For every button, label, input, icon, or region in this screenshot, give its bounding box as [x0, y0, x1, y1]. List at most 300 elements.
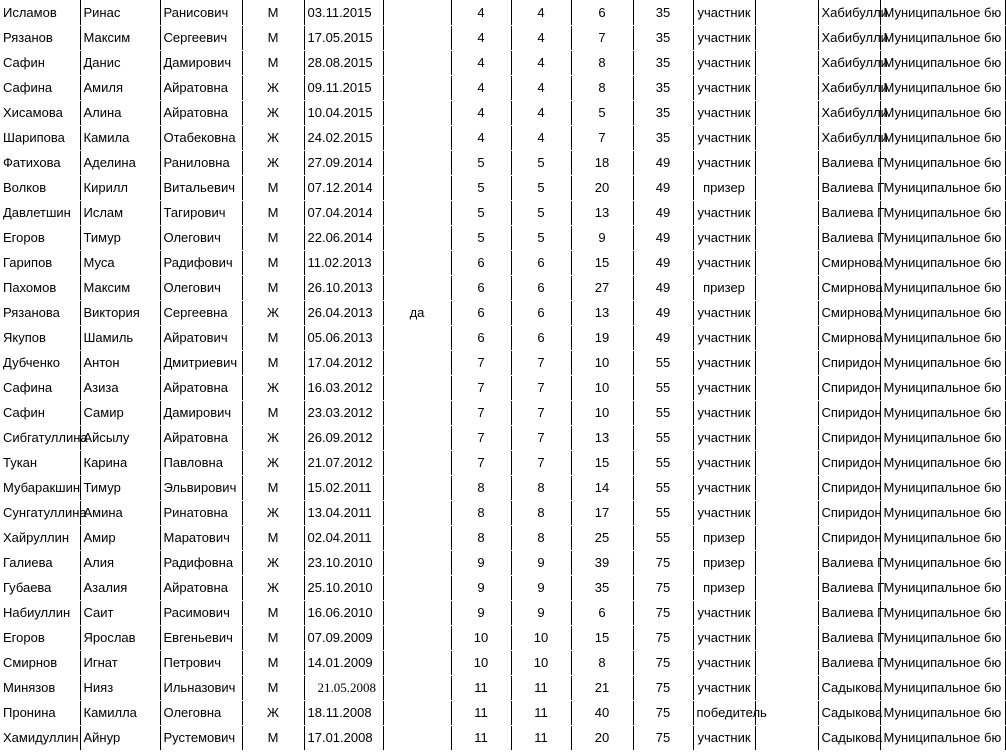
cell-birth-date[interactable]: 16.06.2010 [304, 601, 383, 626]
cell-last-name[interactable]: Дубченко [0, 351, 80, 376]
cell-empty[interactable] [755, 476, 818, 501]
cell-flag[interactable] [383, 51, 451, 76]
cell-birth-date[interactable]: 05.06.2013 [304, 326, 383, 351]
cell-class[interactable]: 5 [511, 201, 571, 226]
cell-last-name[interactable]: Якупов [0, 326, 80, 351]
cell-status[interactable]: участник [693, 201, 755, 226]
cell-school[interactable]: Муниципальное бю [880, 626, 1005, 651]
cell-status[interactable]: участник [693, 651, 755, 676]
cell-teacher[interactable]: Спиридон [818, 526, 880, 551]
cell-teacher[interactable]: Спиридон [818, 451, 880, 476]
cell-score[interactable]: 19 [571, 326, 633, 351]
cell-grade[interactable]: 6 [451, 251, 511, 276]
cell-empty[interactable] [755, 26, 818, 51]
cell-teacher[interactable]: Валиева Г [818, 601, 880, 626]
cell-school[interactable]: Муниципальное бю [880, 526, 1005, 551]
cell-middle-name[interactable]: Эльвирович [160, 476, 242, 501]
cell-last-name[interactable]: Пахомов [0, 276, 80, 301]
cell-max-score[interactable]: 75 [633, 701, 693, 726]
cell-first-name[interactable]: Самир [80, 401, 160, 426]
cell-first-name[interactable]: Нияз [80, 676, 160, 701]
cell-status[interactable]: участник [693, 476, 755, 501]
cell-score[interactable]: 15 [571, 626, 633, 651]
cell-status[interactable]: участник [693, 326, 755, 351]
cell-school[interactable]: Муниципальное бю [880, 426, 1005, 451]
cell-grade[interactable]: 8 [451, 501, 511, 526]
cell-grade[interactable]: 7 [451, 426, 511, 451]
cell-birth-date[interactable]: 24.02.2015 [304, 126, 383, 151]
cell-last-name[interactable]: Пронина [0, 701, 80, 726]
cell-class[interactable]: 9 [511, 601, 571, 626]
cell-middle-name[interactable]: Маратович [160, 526, 242, 551]
cell-last-name[interactable]: Сафина [0, 76, 80, 101]
cell-score[interactable]: 20 [571, 726, 633, 751]
cell-middle-name[interactable]: Айратовна [160, 101, 242, 126]
cell-class[interactable]: 4 [511, 51, 571, 76]
cell-teacher[interactable]: Валиева Г [818, 151, 880, 176]
cell-empty[interactable] [755, 176, 818, 201]
cell-school[interactable]: Муниципальное бю [880, 201, 1005, 226]
cell-last-name[interactable]: Сунгатуллина [0, 501, 80, 526]
cell-empty[interactable] [755, 651, 818, 676]
cell-empty[interactable] [755, 726, 818, 751]
cell-empty[interactable] [755, 376, 818, 401]
cell-max-score[interactable]: 49 [633, 326, 693, 351]
cell-grade[interactable]: 6 [451, 326, 511, 351]
cell-score[interactable]: 10 [571, 376, 633, 401]
cell-flag[interactable] [383, 251, 451, 276]
cell-sex[interactable]: Ж [242, 301, 304, 326]
cell-teacher[interactable]: Садыкова [818, 726, 880, 751]
cell-school[interactable]: Муниципальное бю [880, 26, 1005, 51]
cell-max-score[interactable]: 49 [633, 301, 693, 326]
cell-school[interactable]: Муниципальное бю [880, 276, 1005, 301]
cell-flag[interactable] [383, 426, 451, 451]
cell-teacher[interactable]: Валиева Г [818, 626, 880, 651]
cell-first-name[interactable]: Шамиль [80, 326, 160, 351]
cell-birth-date[interactable]: 17.04.2012 [304, 351, 383, 376]
cell-score[interactable]: 6 [571, 1, 633, 26]
cell-teacher[interactable]: Смирнова [818, 251, 880, 276]
cell-last-name[interactable]: Мубаракшин [0, 476, 80, 501]
cell-first-name[interactable]: Муса [80, 251, 160, 276]
cell-birth-date[interactable]: 17.01.2008 [304, 726, 383, 751]
cell-first-name[interactable]: Карина [80, 451, 160, 476]
cell-class[interactable]: 10 [511, 651, 571, 676]
cell-max-score[interactable]: 35 [633, 51, 693, 76]
cell-empty[interactable] [755, 1, 818, 26]
cell-sex[interactable]: М [242, 201, 304, 226]
cell-max-score[interactable]: 55 [633, 476, 693, 501]
cell-empty[interactable] [755, 626, 818, 651]
cell-max-score[interactable]: 35 [633, 101, 693, 126]
cell-middle-name[interactable]: Сергеевна [160, 301, 242, 326]
cell-sex[interactable]: М [242, 651, 304, 676]
cell-first-name[interactable]: Камила [80, 126, 160, 151]
cell-empty[interactable] [755, 676, 818, 701]
cell-teacher[interactable]: Хабибулли [818, 101, 880, 126]
cell-sex[interactable]: Ж [242, 101, 304, 126]
cell-empty[interactable] [755, 201, 818, 226]
cell-empty[interactable] [755, 451, 818, 476]
cell-birth-date[interactable]: 25.10.2010 [304, 576, 383, 601]
cell-last-name[interactable]: Хайруллин [0, 526, 80, 551]
cell-class[interactable]: 6 [511, 326, 571, 351]
cell-teacher[interactable]: Хабибулли [818, 51, 880, 76]
cell-score[interactable]: 6 [571, 601, 633, 626]
cell-last-name[interactable]: Сафина [0, 376, 80, 401]
cell-class[interactable]: 7 [511, 426, 571, 451]
cell-middle-name[interactable]: Дамирович [160, 51, 242, 76]
cell-score[interactable]: 15 [571, 451, 633, 476]
cell-middle-name[interactable]: Ринатовна [160, 501, 242, 526]
cell-teacher[interactable]: Садыкова [818, 701, 880, 726]
cell-school[interactable]: Муниципальное бю [880, 726, 1005, 751]
cell-school[interactable]: Муниципальное бю [880, 301, 1005, 326]
cell-class[interactable]: 6 [511, 276, 571, 301]
cell-flag[interactable] [383, 126, 451, 151]
cell-grade[interactable]: 11 [451, 726, 511, 751]
cell-status[interactable]: участник [693, 726, 755, 751]
cell-first-name[interactable]: Ринас [80, 1, 160, 26]
cell-grade[interactable]: 8 [451, 476, 511, 501]
cell-max-score[interactable]: 35 [633, 76, 693, 101]
cell-birth-date[interactable]: 03.11.2015 [304, 1, 383, 26]
cell-middle-name[interactable]: Раниловна [160, 151, 242, 176]
cell-empty[interactable] [755, 501, 818, 526]
cell-max-score[interactable]: 75 [633, 626, 693, 651]
cell-school[interactable]: Муниципальное бю [880, 251, 1005, 276]
cell-score[interactable]: 8 [571, 76, 633, 101]
cell-first-name[interactable]: Саит [80, 601, 160, 626]
cell-score[interactable]: 20 [571, 176, 633, 201]
cell-flag[interactable] [383, 376, 451, 401]
cell-birth-date[interactable]: 26.10.2013 [304, 276, 383, 301]
cell-school[interactable]: Муниципальное бю [880, 351, 1005, 376]
cell-grade[interactable]: 9 [451, 601, 511, 626]
cell-middle-name[interactable]: Ранисович [160, 1, 242, 26]
cell-empty[interactable] [755, 576, 818, 601]
cell-middle-name[interactable]: Расимович [160, 601, 242, 626]
cell-score[interactable]: 13 [571, 201, 633, 226]
cell-flag[interactable] [383, 726, 451, 751]
cell-last-name[interactable]: Сафин [0, 51, 80, 76]
cell-middle-name[interactable]: Ильназович [160, 676, 242, 701]
cell-status[interactable]: призер [693, 526, 755, 551]
cell-score[interactable]: 9 [571, 226, 633, 251]
cell-teacher[interactable]: Хабибулли [818, 76, 880, 101]
cell-sex[interactable]: М [242, 351, 304, 376]
cell-class[interactable]: 9 [511, 576, 571, 601]
cell-empty[interactable] [755, 276, 818, 301]
cell-teacher[interactable]: Валиева Г [818, 226, 880, 251]
cell-birth-date[interactable]: 16.03.2012 [304, 376, 383, 401]
cell-teacher[interactable]: Смирнова [818, 326, 880, 351]
cell-class[interactable]: 5 [511, 226, 571, 251]
cell-max-score[interactable]: 55 [633, 351, 693, 376]
cell-sex[interactable]: М [242, 676, 304, 701]
cell-grade[interactable]: 6 [451, 301, 511, 326]
cell-score[interactable]: 13 [571, 426, 633, 451]
cell-score[interactable]: 40 [571, 701, 633, 726]
cell-first-name[interactable]: Тимур [80, 476, 160, 501]
cell-last-name[interactable]: Рязанова [0, 301, 80, 326]
cell-status[interactable]: участник [693, 101, 755, 126]
cell-sex[interactable]: М [242, 251, 304, 276]
cell-class[interactable]: 7 [511, 401, 571, 426]
cell-first-name[interactable]: Ислам [80, 201, 160, 226]
cell-first-name[interactable]: Азалия [80, 576, 160, 601]
cell-sex[interactable]: Ж [242, 126, 304, 151]
cell-max-score[interactable]: 75 [633, 651, 693, 676]
cell-class[interactable]: 6 [511, 251, 571, 276]
cell-class[interactable]: 11 [511, 701, 571, 726]
cell-sex[interactable]: Ж [242, 501, 304, 526]
cell-score[interactable]: 13 [571, 301, 633, 326]
cell-score[interactable]: 17 [571, 501, 633, 526]
cell-grade[interactable]: 5 [451, 176, 511, 201]
cell-school[interactable]: Муниципальное бю [880, 701, 1005, 726]
cell-class[interactable]: 4 [511, 126, 571, 151]
cell-school[interactable]: Муниципальное бю [880, 126, 1005, 151]
cell-flag[interactable] [383, 176, 451, 201]
cell-status[interactable]: участник [693, 426, 755, 451]
cell-birth-date[interactable]: 23.03.2012 [304, 401, 383, 426]
cell-sex[interactable]: М [242, 276, 304, 301]
cell-first-name[interactable]: Амина [80, 501, 160, 526]
cell-empty[interactable] [755, 101, 818, 126]
cell-birth-date[interactable]: 21.05.2008 [304, 676, 383, 701]
cell-class[interactable]: 5 [511, 176, 571, 201]
cell-school[interactable]: Муниципальное бю [880, 476, 1005, 501]
cell-class[interactable]: 11 [511, 676, 571, 701]
cell-max-score[interactable]: 55 [633, 451, 693, 476]
cell-last-name[interactable]: Гарипов [0, 251, 80, 276]
cell-status[interactable]: участник [693, 351, 755, 376]
cell-birth-date[interactable]: 09.11.2015 [304, 76, 383, 101]
cell-max-score[interactable]: 55 [633, 526, 693, 551]
cell-grade[interactable]: 4 [451, 76, 511, 101]
cell-birth-date[interactable]: 27.09.2014 [304, 151, 383, 176]
cell-max-score[interactable]: 35 [633, 26, 693, 51]
cell-school[interactable]: Муниципальное бю [880, 401, 1005, 426]
cell-birth-date[interactable]: 17.05.2015 [304, 26, 383, 51]
cell-birth-date[interactable]: 14.01.2009 [304, 651, 383, 676]
cell-grade[interactable]: 7 [451, 376, 511, 401]
cell-birth-date[interactable]: 13.04.2011 [304, 501, 383, 526]
cell-class[interactable]: 8 [511, 526, 571, 551]
cell-flag[interactable] [383, 76, 451, 101]
cell-flag[interactable] [383, 326, 451, 351]
cell-birth-date[interactable]: 15.02.2011 [304, 476, 383, 501]
cell-sex[interactable]: М [242, 401, 304, 426]
cell-status[interactable]: участник [693, 601, 755, 626]
cell-first-name[interactable]: Аделина [80, 151, 160, 176]
cell-middle-name[interactable]: Радифовна [160, 551, 242, 576]
cell-flag[interactable] [383, 576, 451, 601]
cell-grade[interactable]: 11 [451, 676, 511, 701]
cell-status[interactable]: призер [693, 176, 755, 201]
cell-teacher[interactable]: Валиева Г [818, 176, 880, 201]
cell-last-name[interactable]: Волков [0, 176, 80, 201]
cell-class[interactable]: 7 [511, 376, 571, 401]
cell-max-score[interactable]: 75 [633, 726, 693, 751]
cell-first-name[interactable]: Айнур [80, 726, 160, 751]
cell-sex[interactable]: Ж [242, 701, 304, 726]
cell-class[interactable]: 5 [511, 151, 571, 176]
cell-middle-name[interactable]: Дамирович [160, 401, 242, 426]
cell-empty[interactable] [755, 151, 818, 176]
cell-score[interactable]: 7 [571, 126, 633, 151]
cell-status[interactable]: участник [693, 51, 755, 76]
cell-status[interactable]: участник [693, 676, 755, 701]
cell-teacher[interactable]: Хабибулли [818, 126, 880, 151]
cell-teacher[interactable]: Валиева Г [818, 576, 880, 601]
cell-first-name[interactable]: Амиля [80, 76, 160, 101]
cell-max-score[interactable]: 49 [633, 226, 693, 251]
cell-grade[interactable]: 5 [451, 151, 511, 176]
cell-middle-name[interactable]: Рустемович [160, 726, 242, 751]
cell-first-name[interactable]: Максим [80, 276, 160, 301]
cell-max-score[interactable]: 55 [633, 376, 693, 401]
cell-sex[interactable]: Ж [242, 426, 304, 451]
cell-last-name[interactable]: Галиева [0, 551, 80, 576]
cell-flag[interactable] [383, 451, 451, 476]
cell-last-name[interactable]: Смирнов [0, 651, 80, 676]
cell-status[interactable]: участник [693, 126, 755, 151]
cell-empty[interactable] [755, 126, 818, 151]
cell-max-score[interactable]: 75 [633, 676, 693, 701]
cell-middle-name[interactable]: Евгеньевич [160, 626, 242, 651]
cell-last-name[interactable]: Егоров [0, 626, 80, 651]
cell-first-name[interactable]: Ярослав [80, 626, 160, 651]
cell-middle-name[interactable]: Олеговна [160, 701, 242, 726]
cell-grade[interactable]: 11 [451, 701, 511, 726]
cell-grade[interactable]: 9 [451, 576, 511, 601]
cell-status[interactable]: призер [693, 551, 755, 576]
cell-empty[interactable] [755, 51, 818, 76]
cell-sex[interactable]: М [242, 601, 304, 626]
cell-teacher[interactable]: Спиридон [818, 501, 880, 526]
cell-max-score[interactable]: 55 [633, 401, 693, 426]
cell-status[interactable]: участник [693, 251, 755, 276]
cell-max-score[interactable]: 75 [633, 551, 693, 576]
cell-middle-name[interactable]: Айратовна [160, 426, 242, 451]
cell-grade[interactable]: 10 [451, 626, 511, 651]
cell-school[interactable]: Муниципальное бю [880, 376, 1005, 401]
cell-teacher[interactable]: Спиридон [818, 376, 880, 401]
cell-school[interactable]: Муниципальное бю [880, 676, 1005, 701]
cell-score[interactable]: 21 [571, 676, 633, 701]
cell-score[interactable]: 10 [571, 351, 633, 376]
cell-class[interactable]: 4 [511, 26, 571, 51]
cell-status[interactable]: участник [693, 1, 755, 26]
cell-teacher[interactable]: Валиева Г [818, 551, 880, 576]
cell-class[interactable]: 7 [511, 451, 571, 476]
cell-status[interactable]: участник [693, 226, 755, 251]
cell-empty[interactable] [755, 601, 818, 626]
cell-sex[interactable]: М [242, 1, 304, 26]
cell-empty[interactable] [755, 326, 818, 351]
cell-score[interactable]: 27 [571, 276, 633, 301]
cell-max-score[interactable]: 49 [633, 251, 693, 276]
cell-class[interactable]: 9 [511, 551, 571, 576]
cell-last-name[interactable]: Хамидуллин [0, 726, 80, 751]
cell-flag[interactable] [383, 626, 451, 651]
cell-last-name[interactable]: Сибгатуллина [0, 426, 80, 451]
cell-status[interactable]: участник [693, 376, 755, 401]
cell-sex[interactable]: Ж [242, 551, 304, 576]
cell-first-name[interactable]: Амир [80, 526, 160, 551]
cell-class[interactable]: 8 [511, 476, 571, 501]
cell-flag[interactable] [383, 276, 451, 301]
cell-grade[interactable]: 4 [451, 26, 511, 51]
cell-empty[interactable] [755, 226, 818, 251]
cell-status[interactable]: победитель [693, 701, 755, 726]
cell-first-name[interactable]: Кирилл [80, 176, 160, 201]
cell-birth-date[interactable]: 21.07.2012 [304, 451, 383, 476]
cell-last-name[interactable]: Хисамова [0, 101, 80, 126]
cell-max-score[interactable]: 49 [633, 176, 693, 201]
cell-birth-date[interactable]: 11.02.2013 [304, 251, 383, 276]
cell-score[interactable]: 14 [571, 476, 633, 501]
cell-school[interactable]: Муниципальное бю [880, 101, 1005, 126]
cell-first-name[interactable]: Максим [80, 26, 160, 51]
cell-status[interactable]: участник [693, 501, 755, 526]
cell-score[interactable]: 18 [571, 151, 633, 176]
cell-class[interactable]: 6 [511, 301, 571, 326]
cell-sex[interactable]: М [242, 226, 304, 251]
cell-last-name[interactable]: Рязанов [0, 26, 80, 51]
cell-max-score[interactable]: 35 [633, 126, 693, 151]
cell-middle-name[interactable]: Айратовна [160, 576, 242, 601]
cell-middle-name[interactable]: Витальевич [160, 176, 242, 201]
cell-school[interactable]: Муниципальное бю [880, 551, 1005, 576]
cell-teacher[interactable]: Валиева Г [818, 651, 880, 676]
cell-grade[interactable]: 7 [451, 351, 511, 376]
cell-middle-name[interactable]: Павловна [160, 451, 242, 476]
cell-birth-date[interactable]: 26.04.2013 [304, 301, 383, 326]
cell-teacher[interactable]: Спиридон [818, 401, 880, 426]
cell-birth-date[interactable]: 02.04.2011 [304, 526, 383, 551]
cell-flag[interactable] [383, 701, 451, 726]
cell-empty[interactable] [755, 301, 818, 326]
cell-flag[interactable] [383, 151, 451, 176]
cell-grade[interactable]: 4 [451, 126, 511, 151]
cell-score[interactable]: 8 [571, 651, 633, 676]
cell-max-score[interactable]: 55 [633, 426, 693, 451]
cell-score[interactable]: 25 [571, 526, 633, 551]
cell-status[interactable]: участник [693, 76, 755, 101]
cell-status[interactable]: участник [693, 451, 755, 476]
cell-school[interactable]: Муниципальное бю [880, 176, 1005, 201]
cell-status[interactable]: призер [693, 276, 755, 301]
cell-flag[interactable] [383, 201, 451, 226]
cell-teacher[interactable]: Смирнова [818, 301, 880, 326]
cell-score[interactable]: 8 [571, 51, 633, 76]
cell-birth-date[interactable]: 23.10.2010 [304, 551, 383, 576]
cell-status[interactable]: участник [693, 626, 755, 651]
cell-sex[interactable]: М [242, 326, 304, 351]
cell-last-name[interactable]: Исламов [0, 1, 80, 26]
cell-flag[interactable]: да [383, 301, 451, 326]
cell-teacher[interactable]: Смирнова [818, 276, 880, 301]
cell-flag[interactable] [383, 676, 451, 701]
cell-class[interactable]: 8 [511, 501, 571, 526]
cell-middle-name[interactable]: Сергеевич [160, 26, 242, 51]
cell-flag[interactable] [383, 226, 451, 251]
cell-first-name[interactable]: Алия [80, 551, 160, 576]
